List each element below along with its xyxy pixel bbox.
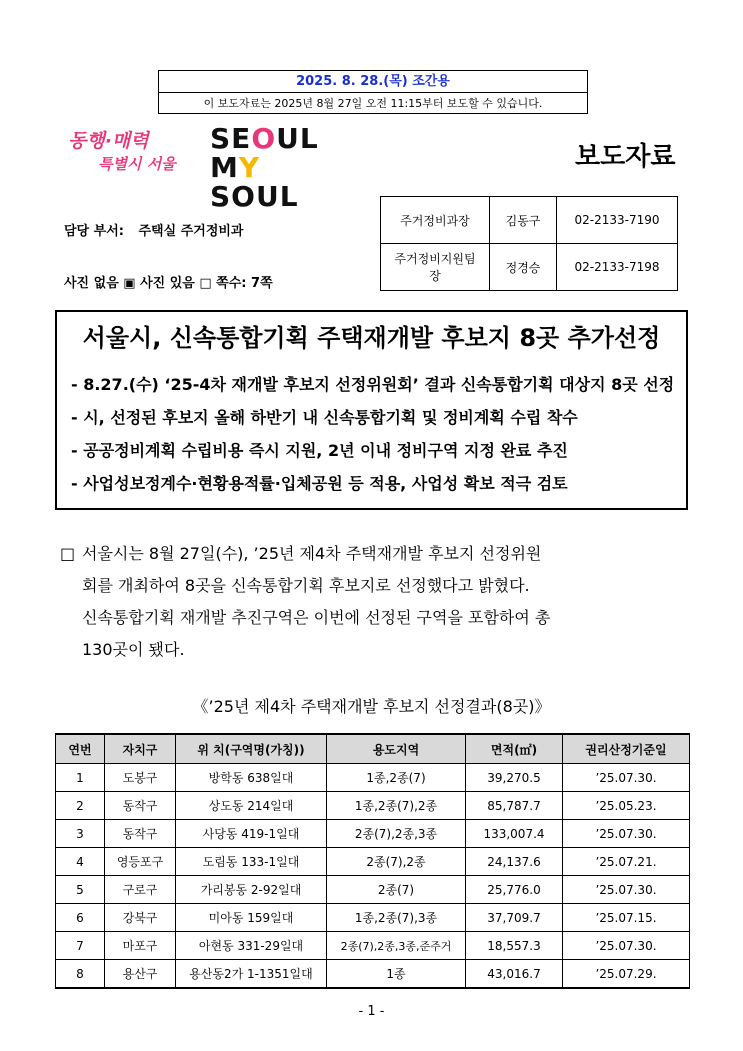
summary-bullet: - 사업성보정계수·현황용적률·입체공원 등 적용, 사업성 확보 적극 검토 [71,474,568,493]
cell-no: 5 [56,876,105,904]
col-header-zoning: 용도지역 [327,734,466,764]
logo-letter: U [255,180,280,213]
cell-area: 18,557.3 [466,932,563,960]
cell-no: 2 [56,792,105,820]
cell-district: 도봉구 [105,764,176,792]
headline: 서울시, 신속통합기획 주택재개발 후보지 8곳 추가선정 [82,324,661,352]
col-header-no: 연번 [56,734,105,764]
cell-area: 43,016.7 [466,960,563,989]
contact-title: 주거정비과장 [381,197,490,244]
department-line [64,220,244,239]
logo-letter: L [299,122,319,155]
table-row [56,792,690,820]
body-line: 회를 개최하여 8곳을 신속통합기획 후보지로 선정했다고 밝혔다. [82,576,530,595]
summary-bullet: - 시, 선정된 후보지 올해 하반기 내 신속통합기획 및 정비계획 수립 착수 [71,408,578,427]
logo-letter: M [210,151,239,184]
department-value: 주택실 주거정비과 [138,224,244,239]
cell-district: 영등포구 [105,848,176,876]
cell-zoning: 1종,2종(7),3종 [327,904,466,932]
cell-zoning: 1종 [327,960,466,989]
table-row [56,960,690,989]
logo-letter: O [251,122,277,155]
press-release-title: 보도자료 [575,142,676,172]
table-row [56,764,690,792]
logo-letter: S [210,122,232,155]
cell-district: 구로구 [105,876,176,904]
cell-district: 동작구 [105,820,176,848]
table-row [56,848,690,876]
contact-title: 주거정비지원팀장 [381,244,490,291]
cell-zoning: 2종(7) [327,876,466,904]
contact-table [380,196,678,291]
release-box [158,70,588,114]
col-header-base-date: 권리산정기준일 [563,734,690,764]
cell-no: 7 [56,932,105,960]
cell-area: 39,270.5 [466,764,563,792]
cell-base-date: ’25.07.15. [563,904,690,932]
col-header-location: 위 치(구역명(가칭)) [176,734,327,764]
selection-results-table [55,733,690,989]
body-line: 서울시는 8월 27일(수), ’25년 제4차 주택재개발 후보지 선정위원 [82,544,542,563]
col-header-area: 면적(㎡) [466,734,563,764]
cell-base-date: ’25.07.30. [563,932,690,960]
cell-base-date: ’25.07.30. [563,876,690,904]
cell-location: 미아동 159일대 [176,904,327,932]
body-line: 신속통합기획 재개발 추진구역은 이번에 선정된 구역을 포함하여 총 [82,608,551,627]
release-date: 2025. 8. 28.(목) 조간용 [159,71,587,93]
contact-phone: 02-2133-7190 [557,197,678,244]
dongmae-logo-line2: 특별시 서울 [98,155,176,173]
seoul-my-soul-logo [210,122,319,213]
cell-district: 마포구 [105,932,176,960]
photo-page-info: 사진 없음 ▣ 사진 있음 □ 쪽수: 7쪽 [64,276,273,291]
cell-zoning: 2종(7),2종,3종 [327,820,466,848]
contact-phone: 02-2133-7198 [557,244,678,291]
contact-name: 정경승 [490,244,557,291]
dongmae-logo [68,126,188,182]
cell-base-date: ’25.07.30. [563,764,690,792]
cell-area: 85,787.7 [466,792,563,820]
logo-letter: O [231,180,256,213]
col-header-district: 자치구 [105,734,176,764]
table-header-row [56,734,690,764]
cell-no: 1 [56,764,105,792]
department-label: 담당 부서: [64,224,124,239]
cell-location: 가리봉동 2-92일대 [176,876,327,904]
embargo-note: 이 보도자료는 2025년 8월 27일 오전 11:15부터 보도할 수 있습니다. [203,97,543,110]
cell-no: 8 [56,960,105,989]
cell-location: 상도동 214일대 [176,792,327,820]
cell-location: 방학동 638일대 [176,764,327,792]
logo-letter: S [210,180,232,213]
logo-letter: E [231,122,252,155]
cell-base-date: ’25.07.29. [563,960,690,989]
body-paragraph [60,538,700,666]
cell-zoning: 2종(7),2종 [327,848,466,876]
logo-letter: U [276,122,300,155]
cell-area: 37,709.7 [466,904,563,932]
cell-location: 사당동 419-1일대 [176,820,327,848]
cell-no: 6 [56,904,105,932]
table-row [56,876,690,904]
cell-base-date: ’25.07.30. [563,820,690,848]
logo-letter: L [279,180,299,213]
cell-no: 4 [56,848,105,876]
dongmae-logo-line1: 동행·매력 [68,130,149,152]
cell-zoning: 1종,2종(7),2종 [327,792,466,820]
table-row [56,932,690,960]
page-number: - 1 - [358,1004,385,1019]
seoul-logo-line2 [210,153,310,211]
cell-base-date: ’25.05.23. [563,792,690,820]
contact-name: 김동구 [490,197,557,244]
cell-base-date: ’25.07.21. [563,848,690,876]
checkbox-marker: □ [60,544,76,563]
summary-bullet: - 8.27.(수) ‘25-4차 재개발 후보지 선정위원회’ 결과 신속통합기획 대상지 8곳 선정 [71,375,675,394]
cell-area: 25,776.0 [466,876,563,904]
body-line: 130곳이 됐다. [82,640,185,659]
cell-zoning: 1종,2종(7) [327,764,466,792]
cell-no: 3 [56,820,105,848]
cell-location: 도림동 133-1일대 [176,848,327,876]
headline-box [55,310,688,510]
cell-area: 24,137.6 [466,848,563,876]
contact-row [381,197,678,244]
summary-bullet: - 공공정비계획 수립비용 즉시 지원, 2년 이내 정비구역 지정 완료 추진 [71,441,568,460]
seoul-logo-line1 [210,122,319,155]
cell-area: 133,007.4 [466,820,563,848]
logo-letter: Y [238,151,261,184]
table-row [56,904,690,932]
table-row [56,820,690,848]
contact-row [381,244,678,291]
cell-district: 동작구 [105,792,176,820]
cell-district: 용산구 [105,960,176,989]
cell-zoning: 2종(7),2종,3종,준주거 [327,932,466,960]
table-caption: 《’25년 제4차 주택재개발 후보지 선정결과(8곳)》 [192,697,551,716]
cell-location: 용산동2가 1-1351일대 [176,960,327,989]
cell-location: 아현동 331-29일대 [176,932,327,960]
cell-district: 강북구 [105,904,176,932]
